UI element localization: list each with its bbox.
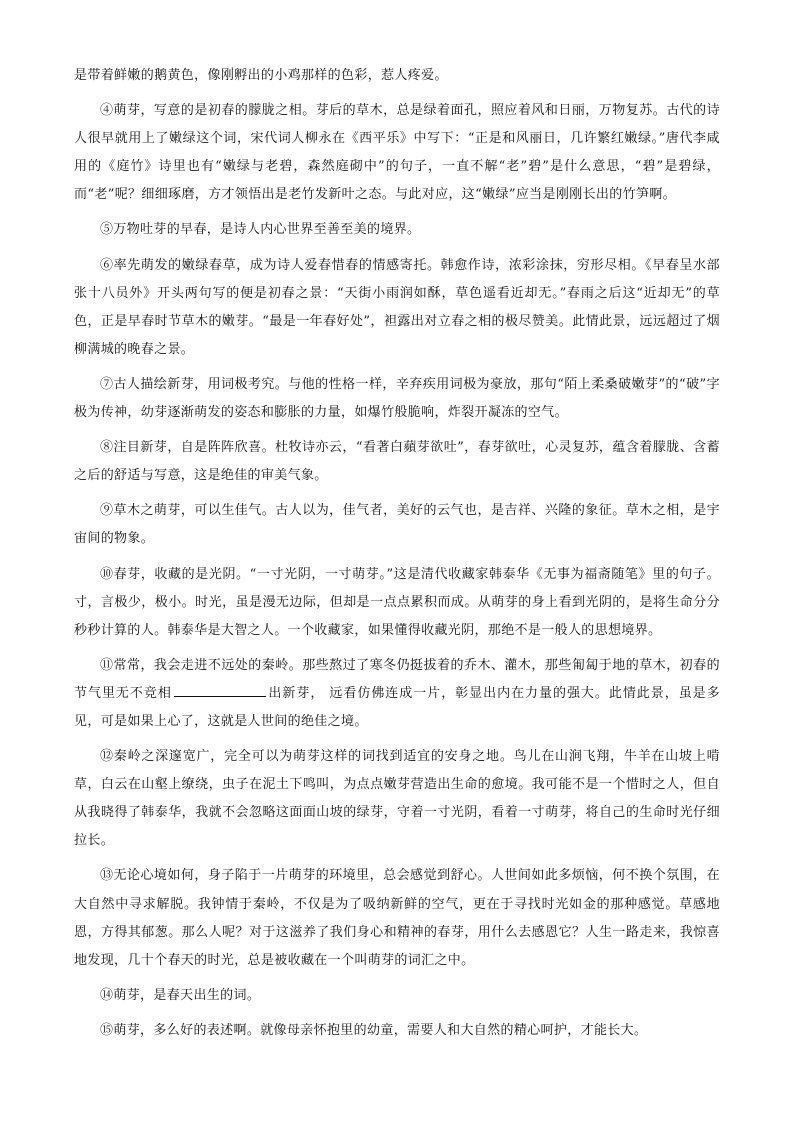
paragraph-14: ⑭萌芽，是春天出生的词。 — [100, 987, 261, 1003]
paragraph-11 — [74, 652, 720, 736]
paragraph-4: ④萌芽，写意的是初春的朦胧之相。芽后的草木，总是绿着面孔，照应着风和日丽，万物复苏。古代的诗人很早就用上了嫩绿这个词，宋代词人柳永在《西平乐》中写下：“正是和风丽日，几许繁红嫩绿。”唐代李咸用的《庭竹》诗里也有“嫩绿与老碧，森然庭砌中”的句子，一直不解“老”碧”是什么意思，“碧”是碧绿，而“老”呢？细细琢磨，方才领悟出是老竹发新叶之态。与此对应，这“嫩绿”应当是刚刚长出的竹笋啊。 — [74, 103, 720, 203]
paragraph-7: ⑦古人描绘新芽，用词极考究。与他的性格一样，辛弃疾用词极为豪放，那句“陌上柔桑破嫩芽”的“破”字极为传神，幼芽逐渐萌发的姿态和膨胀的力量，如爆竹般脆响，炸裂开凝冻的空气。 — [74, 376, 720, 421]
fill-in-blank[interactable] — [174, 684, 266, 697]
paragraph-8: ⑧注目新芽，自是阵阵欣喜。杜牧诗亦云，“看著白蘋芽欲吐”，春芽欲吐，心灵复苏，蕴含着朦胧、含蓄之后的舒适与写意，这是绝佳的审美气象。 — [74, 440, 720, 484]
paragraph-12: ⑫秦岭之深邃宽广，完全可以为萌芽这样的词找到适宜的安身之地。鸟儿在山涧飞翔，牛羊在山坡上啃草，白云在山壑上缭绕，虫子在泥土下鸣叫，为点点嫩芽营造出生命的愈境。我可能不是一个惜时之人，但自从我晓得了韩泰华，我就不会忽略这面面山坡的绿芽，守着一寸光阴，看着一寸萌芽，将自己的生命时光仔细拉长。 — [74, 749, 720, 849]
paragraph-11-part-1: ⑪常常，我会走进不远处的秦岭。那些熬过了寒冬仍挺拔着的乔木、灌木，那些匍匐于地的草木，初春的节气里无不竞相 — [74, 657, 720, 701]
paragraph-13: ⑬无论心境如何，身子陷于一片萌芽的环境里，总会感觉到舒心。人世间如此多烦恼，何不换个氛围，在大自然中寻求解脱。我钟情于秦岭，不仅是为了吸纳新鲜的空气，更在于寻找时光如金的那种感觉。草感地恩，方得其郁葱。那么人呢？对于这滋养了我们身心和精神的春芽，用什么去感恩它？人生一路走来，我惊喜地发现，几十个春天的时光，总是被收藏在一个叫萌芽的词汇之中。 — [74, 868, 720, 968]
document-page — [74, 62, 720, 1052]
paragraph-9: ⑨草木之萌芽，可以生佳气。古人以为，佳气者，美好的云气也，是吉祥、兴隆的象征。草木之相，是宇宙间的物象。 — [74, 503, 720, 547]
paragraph-continuation: 是带着鲜嫩的鹅黄色，像刚孵出的小鸡那样的色彩，惹人疼爱。 — [74, 68, 448, 83]
paragraph-6: ⑥率先萌发的嫩绿春草，成为诗人爱春惜春的情感寄托。韩愈作诗，浓彩涂抹，穷形尽相。《早春呈水部张十八员外》开头两句写的便是初春之景：“天街小雨润如酥，草色遥看近却无。”春雨之后这“近却无”的草色，正是早春时节草木的嫩芽。“最是一年春好处”，袒露出对立春之相的极尽赞美。此情此景，远远超过了烟柳满城的晚春之景。 — [74, 257, 720, 357]
paragraph-10: ⑩春芽，收藏的是光阴。“一寸光阴，一寸萌芽。”这是清代收藏家韩泰华《无事为福斋随笔》里的句子。寸，言极少，极小。时光，虽是漫无边际，但却是一点点累积而成。从萌芽的身上看到光阴的，是将生命分分秒秒计算的人。韩泰华是大智之人。一个收藏家，如果懂得收藏光阴，那绝不是一般人的思想境界。 — [74, 566, 720, 638]
paragraph-15: ⑮萌芽，多么好的表述啊。就像母亲怀抱里的幼童，需要人和大自然的精心呵护，才能长大。 — [100, 1022, 648, 1038]
paragraph-11-part-2: 出新芽， 远看仿佛连成一片，彰显出内在力量的强大。此情此景，虽是多见，可是如果上心了，这就是人世间的绝佳之境。 — [74, 685, 721, 729]
paragraph-5: ⑤万物吐芽的早春，是诗人内心世界至善至美的境界。 — [100, 222, 421, 238]
